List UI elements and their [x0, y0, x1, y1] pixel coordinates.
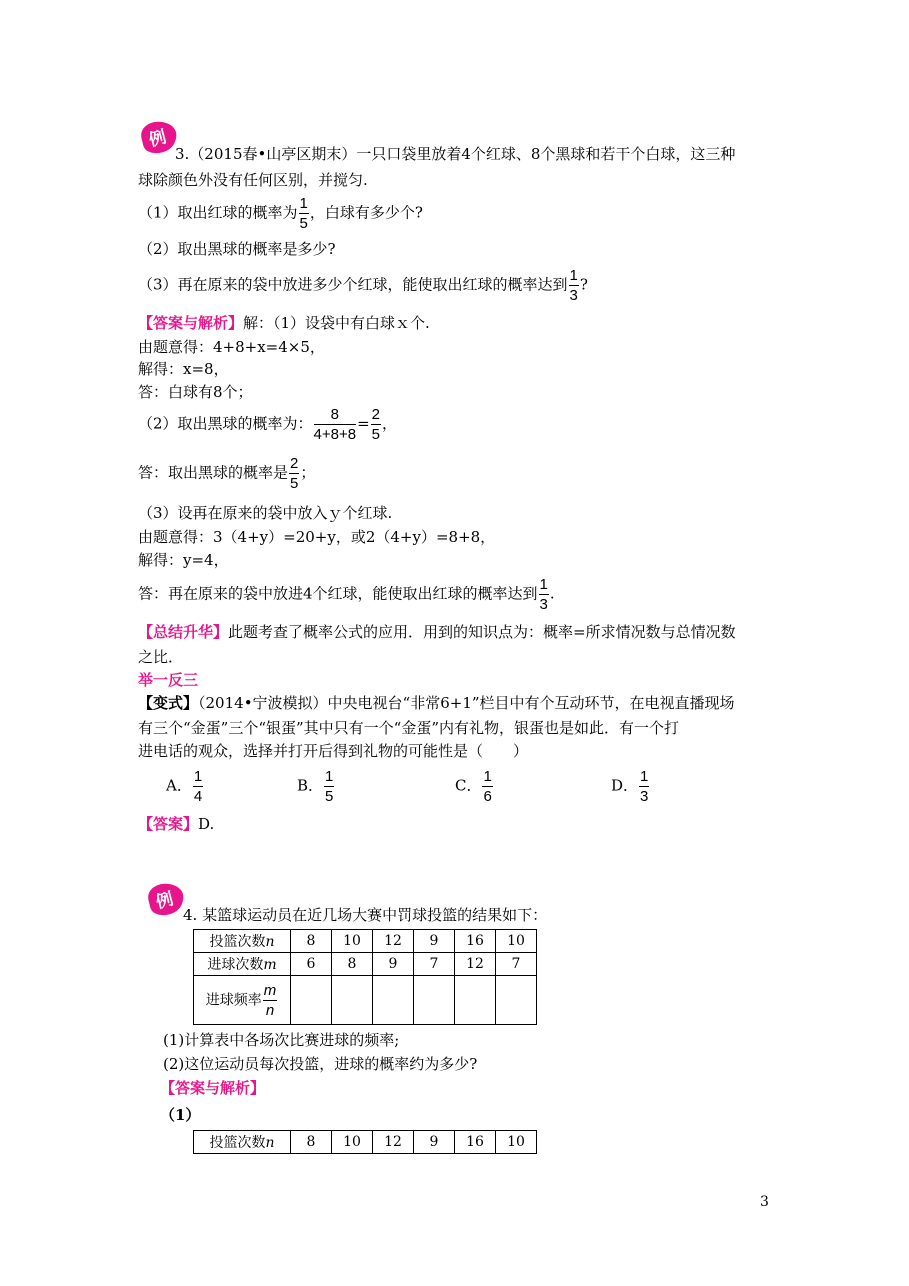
fraction: $\frac{1}{3}$ [569, 267, 578, 304]
table-cell: 8 [291, 1131, 332, 1154]
table-cell: 16 [455, 1131, 496, 1154]
fraction: $\frac{8}{4+8+8}$ [313, 406, 357, 443]
option-a: A． $\frac{1}{4}$ [166, 768, 203, 805]
table-cell: 12 [373, 1131, 414, 1154]
example4-question2: (2)这位运动员每次投篮，进球的概率约为多少? [163, 1055, 478, 1073]
table-cell: 12 [455, 953, 496, 976]
table-cell [332, 976, 373, 1025]
answer-line4: 答：白球有8个； [138, 383, 253, 401]
table-cell: 8 [291, 930, 332, 953]
row-label: 投篮次数n [194, 1131, 291, 1154]
fraction: $\frac{1}{3}$ [640, 768, 649, 805]
example-badge-icon [136, 118, 180, 158]
example3-question2: （2）取出黑球的概率是多少? [138, 240, 336, 258]
variant-line3: 进电话的观众，选择并打开后得到礼物的可能性是（ ） [138, 742, 529, 760]
summary-line2: 之比． [138, 648, 184, 666]
answer-line8: 由题意得：3（4+y）=20+y，或2（4+y）=8+8， [138, 528, 496, 546]
table-cell: 9 [414, 930, 455, 953]
table-cell [291, 976, 332, 1025]
table-cell: 16 [455, 930, 496, 953]
table-cell: 6 [291, 953, 332, 976]
fraction: $\frac{1}{3}$ [539, 576, 548, 613]
answer-line3: 解得：x=8， [138, 360, 229, 378]
table-cell: 10 [496, 930, 537, 953]
answer-line5: （2）取出黑球的概率为： $\frac{8}{4+8+8}$ = $\frac{2}{5}$ ， [138, 406, 398, 443]
fraction: $\frac{2}{5}$ [371, 406, 381, 443]
table-cell: 7 [414, 953, 455, 976]
option-c: C． $\frac{1}{6}$ [455, 768, 492, 805]
example3-stem-line2: 球除颜色外没有任何区别，并搅匀. [138, 171, 368, 189]
page-number: 3 [760, 1194, 769, 1210]
option-b: B． $\frac{1}{5}$ [297, 768, 334, 805]
example3-stem-line1: 3.（2015春•山亭区期末）一只口袋里放着4个红球、8个黑球和若干个白球，这三种 [175, 145, 736, 163]
answer-line10: 答：再在原来的袋中放进4个红球，能使取出红球的概率达到 $\frac{1}{3}$ . [138, 576, 555, 613]
variant-line2: 有三个“金蛋”三个“银蛋”其中只有一个“金蛋”内有礼物，银蛋也是如此．有一个打 [138, 719, 680, 737]
badge-text: 例 [153, 889, 176, 913]
badge-text: 例 [146, 127, 169, 151]
answer-line9: 解得：y=4， [138, 551, 229, 569]
example3-question1: （1）取出红球的概率为 $\frac{1}{5}$ ，白球有多少个? [138, 195, 423, 232]
variant-tag: 【变式】 [138, 694, 199, 712]
example4-question1: (1)计算表中各场次比赛进球的频率; [163, 1031, 400, 1049]
table-cell: 9 [414, 1131, 455, 1154]
variant-answer-tag: 【答案】 [138, 815, 199, 833]
row-label: 投篮次数n [194, 930, 291, 953]
example4-stem: 4. 某篮球运动员在近几场大赛中罚球投篮的结果如下： [183, 906, 548, 924]
table-cell [414, 976, 455, 1025]
results-table [193, 929, 537, 1025]
table-cell: 10 [496, 1131, 537, 1154]
example4-answer-tag: 【答案与解析】 [160, 1079, 266, 1097]
example4-part1: （1） [160, 1106, 201, 1124]
table-row [194, 976, 537, 1025]
row-label: 进球次数m [194, 953, 291, 976]
table-row [194, 1131, 537, 1154]
fraction: $\frac{2}{5}$ [290, 455, 299, 492]
summary-tag: 【总结升华】 [138, 623, 229, 641]
table-row [194, 930, 537, 953]
summary-line1: 【总结升华】此题考查了概率公式的应用．用到的知识点为：概率=所求情况数与总情况数 [138, 623, 736, 641]
table-cell [455, 976, 496, 1025]
fraction: $\frac{1}{5}$ [299, 195, 308, 232]
variant-line1: 【变式】（2014•宁波模拟）中央电视台“非常6+1”栏目中有个互动环节，在电视直播现场 [138, 694, 735, 712]
table-cell: 7 [496, 953, 537, 976]
example3-question3: （3）再在原来的袋中放进多少个红球，能使取出红球的概率达到 $\frac{1}{3}$ ? [138, 267, 588, 304]
table-cell: 12 [373, 930, 414, 953]
answer-line2: 由题意得：4+8+x=4×5， [138, 338, 325, 356]
option-d: D． $\frac{1}{3}$ [611, 768, 649, 805]
answer-line7: （3）设再在原来的袋中放入ｙ个红球. [138, 504, 393, 522]
table-cell: 9 [373, 953, 414, 976]
answer-tag: 【答案与解析】 [138, 314, 244, 332]
row-label: 进球频率 $\frac{m}{n}$ [194, 976, 291, 1025]
variant-answer: 【答案】D. [138, 815, 215, 833]
example-badge-icon [143, 880, 187, 920]
table-cell: 10 [332, 1131, 373, 1154]
fraction: $\frac{m}{n}$ [263, 981, 277, 1019]
table-cell [496, 976, 537, 1025]
answer-line6: 答：取出黑球的概率是 $\frac{2}{5}$ ； [138, 455, 316, 492]
table-cell [373, 976, 414, 1025]
fraction: $\frac{1}{6}$ [483, 768, 492, 805]
answer-table [193, 1130, 537, 1154]
table-cell: 10 [332, 930, 373, 953]
answer-line1: 【答案与解析】解：（1）设袋中有白球ｘ个. [138, 314, 430, 332]
table-row [194, 953, 537, 976]
table-cell: 8 [332, 953, 373, 976]
variant-heading: 举一反三 [138, 671, 199, 689]
fraction: $\frac{1}{4}$ [193, 768, 203, 805]
fraction: $\frac{1}{5}$ [325, 768, 334, 805]
